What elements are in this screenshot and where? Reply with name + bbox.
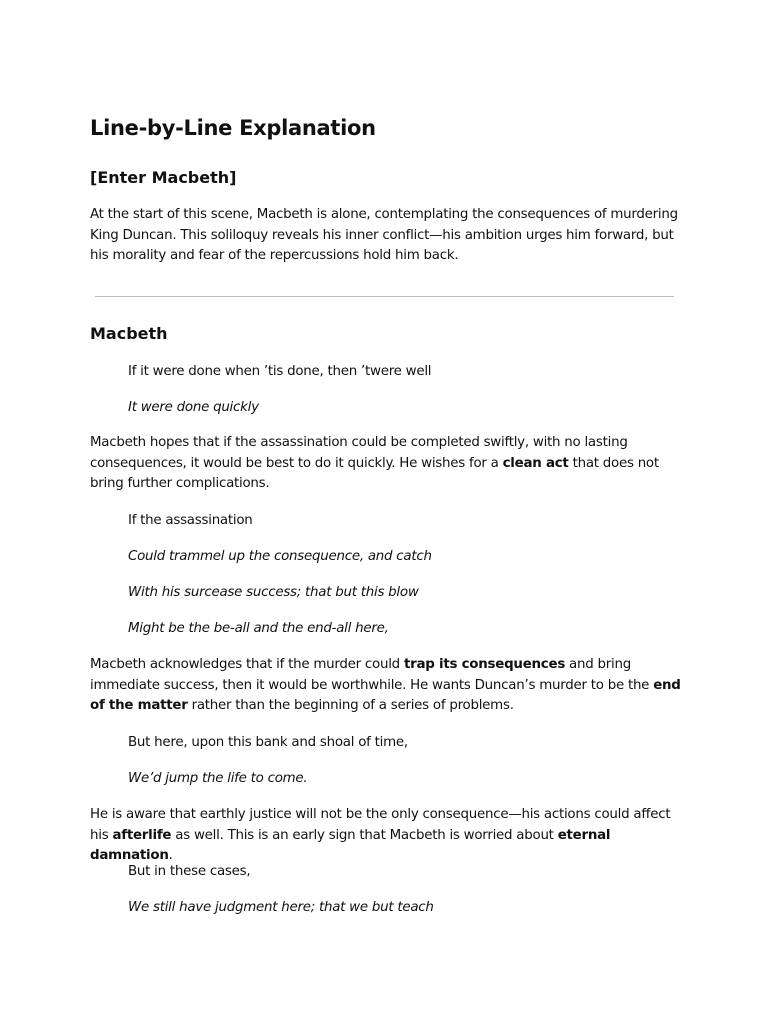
verse-line: If the assassination bbox=[128, 513, 253, 528]
bold-term: afterlife bbox=[112, 827, 172, 843]
text-run: that does not bring further complications. bbox=[90, 455, 659, 492]
speaker-heading: Macbeth bbox=[90, 324, 168, 343]
text-run: He is aware that earthly justice will not be the only consequence—his actions could affect his bbox=[90, 807, 671, 843]
explanation-paragraph bbox=[90, 433, 690, 495]
verse-line: But here, upon this bank and shoal of time, bbox=[128, 735, 408, 750]
text-run: Macbeth hopes that if the assassination could be completed swiftly, with no lasting consequences, it would be best to do it quickly. He wishes for a bbox=[90, 435, 628, 471]
text-run: Macbeth acknowledges that if the murder could bbox=[90, 657, 404, 672]
verse-line: If it were done when ’tis done, then ’twere well bbox=[128, 364, 432, 379]
text-run: as well. This is an early sign that Macbeth is worried about bbox=[171, 827, 558, 843]
text-run: . bbox=[168, 848, 173, 864]
section-divider bbox=[95, 296, 674, 297]
stage-direction-heading: [Enter Macbeth] bbox=[90, 168, 237, 187]
verse-line: Might be the be-all and the end-all here, bbox=[128, 621, 389, 636]
bold-term: trap its consequences bbox=[403, 657, 566, 672]
bold-term: eternal damnation bbox=[90, 827, 611, 864]
verse-line: With his surcease success; that but this blow bbox=[128, 585, 419, 600]
intro-paragraph: At the start of this scene, Macbeth is alone, contemplating the consequences of murdering King Duncan. This soliloquy reveals his inner conflict—his ambition urges him forward, but his morality and fear of the repercussions hold him back. bbox=[90, 207, 678, 264]
explanation-paragraph bbox=[90, 655, 690, 717]
text-run: and bring immediate success, then it would be worthwhile. He wants Duncan’s murder to be the bbox=[90, 657, 654, 693]
verse-line: Could trammel up the consequence, and catch bbox=[128, 549, 432, 564]
verse-line: It were done quickly bbox=[128, 400, 259, 415]
verse-line: We still have judgment here; that we but teach bbox=[128, 900, 434, 915]
page-title: Line-by-Line Explanation bbox=[90, 116, 376, 140]
text-run: rather than the beginning of a series of problems. bbox=[187, 698, 514, 714]
bold-term: end of the matter bbox=[90, 677, 681, 714]
verse-line: We’d jump the life to come. bbox=[128, 771, 308, 786]
explanation-paragraph bbox=[90, 805, 690, 867]
bold-term: clean act bbox=[502, 455, 569, 471]
verse-line: But in these cases, bbox=[128, 864, 251, 879]
